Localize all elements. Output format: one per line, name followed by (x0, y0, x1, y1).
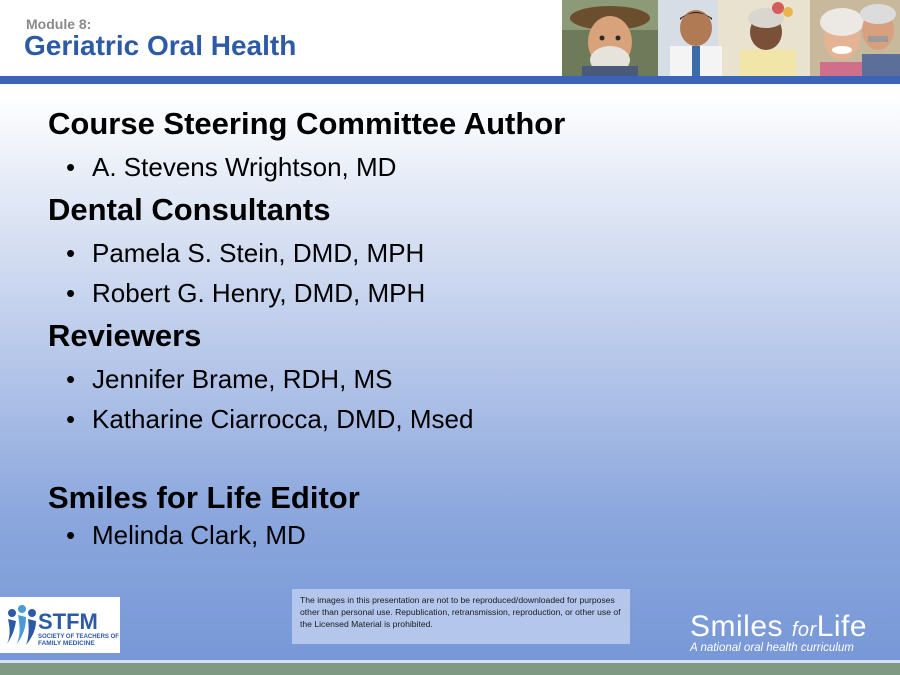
brand-part-2: for (791, 619, 817, 641)
bullet: • (66, 238, 76, 268)
list-item (48, 236, 868, 270)
bullet: • (66, 404, 76, 434)
item-text: Katharine Ciarrocca, DMD, Msed (92, 404, 474, 434)
section-heading: Course Steering Committee Author (48, 106, 566, 141)
brand-part-1: Smiles (690, 610, 792, 643)
stfm-people-icon (6, 605, 36, 645)
smiles-for-life-logo (690, 610, 867, 654)
photo-doctor-patient (658, 0, 810, 76)
bullet: • (66, 364, 76, 394)
photo-elderly-man-hat (562, 0, 658, 76)
stfm-full-line1: SOCIETY OF TEACHERS OF (38, 634, 119, 640)
stfm-logo (0, 597, 120, 653)
section-heading: Reviewers (48, 318, 202, 353)
item-text: Pamela S. Stein, DMD, MPH (92, 238, 425, 268)
bullet: • (66, 152, 76, 182)
header-photo-strip (562, 0, 900, 76)
footer-bar (0, 663, 900, 675)
section-reviewers (48, 316, 868, 436)
section-author (48, 104, 868, 184)
list-item (48, 362, 868, 396)
copyright-notice: The images in this presentation are not to be reproduced/downloaded for purposes other than personal use. Republication, retransmission, reproduction, or other use of the Licensed Material is prohibited. (292, 589, 630, 644)
brand-tagline: A national oral health curriculum (690, 642, 854, 654)
item-text: A. Stevens Wrightson, MD (92, 152, 397, 182)
bullet: • (66, 520, 76, 550)
brand-part-3: Life (816, 610, 868, 643)
section-heading: Dental Consultants (48, 192, 331, 227)
section-dental-consultants (48, 190, 868, 310)
section-heading: Smiles for Life Editor (48, 480, 360, 515)
photo-elderly-couple (810, 0, 900, 76)
list-item (48, 276, 868, 310)
bullet: • (66, 278, 76, 308)
module-label: Module 8: (26, 16, 92, 32)
stfm-full-line2: FAMILY MEDICINE (38, 640, 95, 647)
stfm-abbrev: STFM (38, 609, 98, 634)
spacer (48, 436, 868, 478)
list-item (48, 150, 868, 184)
list-item (48, 518, 868, 552)
list-item (48, 402, 868, 436)
credits-content (48, 104, 868, 552)
module-title: Geriatric Oral Health (24, 30, 297, 61)
brand-name (690, 610, 867, 644)
header (0, 0, 900, 76)
item-text: Jennifer Brame, RDH, MS (92, 364, 393, 394)
item-text: Melinda Clark, MD (92, 520, 306, 550)
header-divider-bar (0, 76, 900, 84)
section-editor (48, 478, 868, 552)
item-text: Robert G. Henry, DMD, MPH (92, 278, 426, 308)
